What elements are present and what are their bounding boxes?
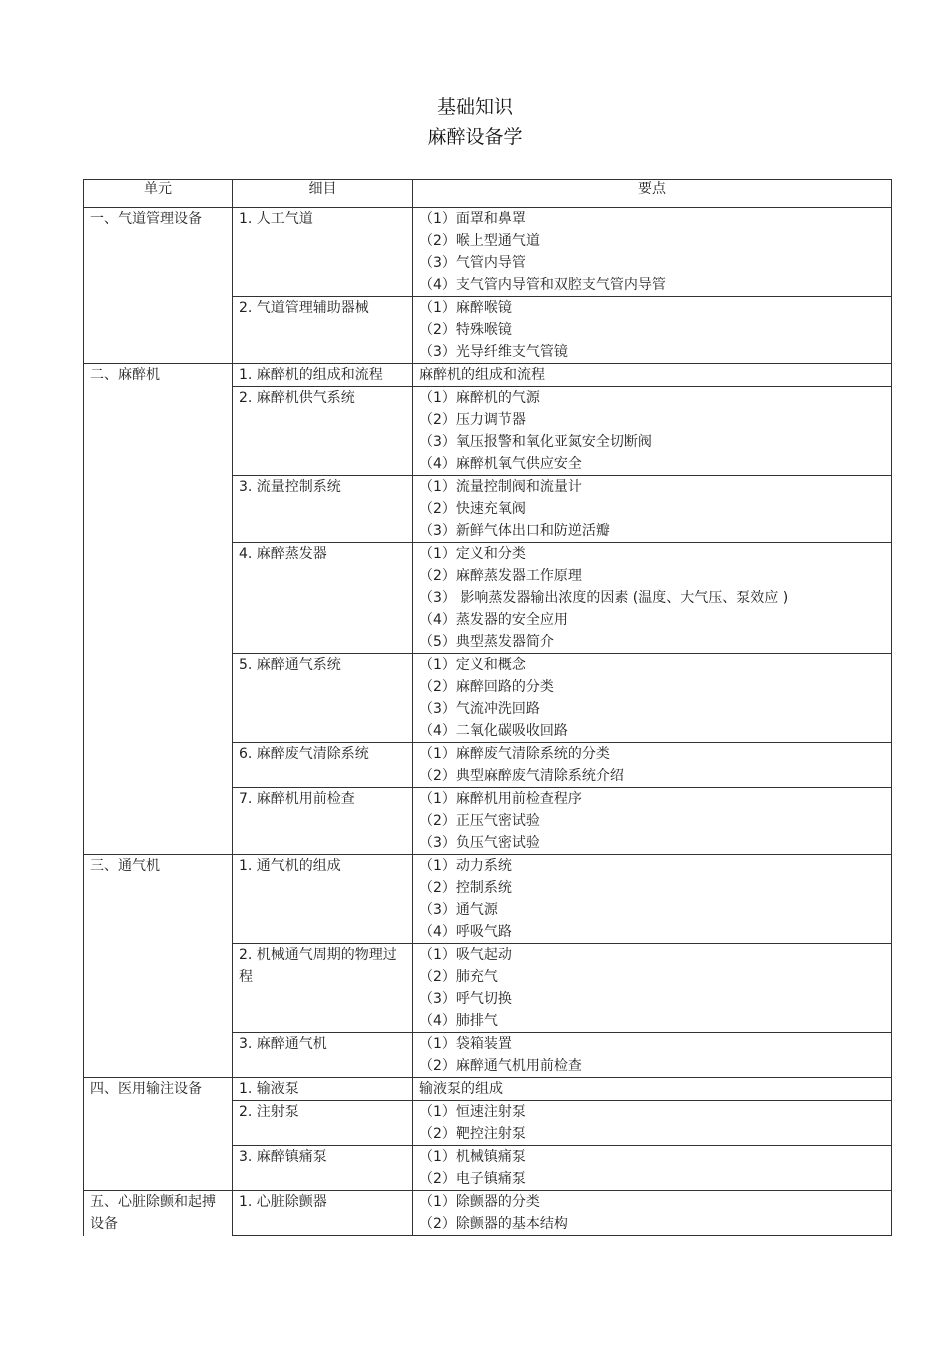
point-item: （3）呼气切换 [419,991,512,1007]
point-item: （1）袋箱装置 [419,1036,512,1052]
point-item: （1）麻醉喉镜 [419,300,512,316]
point-item: （3）通气源 [419,902,498,918]
point-item: （4）肺排气 [419,1013,498,1029]
point-item: （2）靶控注射泵 [419,1126,526,1142]
point-item: （1）机械镇痛泵 [419,1149,526,1165]
points-cell [413,1146,892,1191]
point-item: （2）麻醉回路的分类 [419,679,554,695]
detail-cell: 2. 气道管理辅助器械 [233,297,413,364]
points-cell [413,297,892,364]
point-item: （2）控制系统 [419,880,512,896]
points-cell [413,743,892,788]
point-item: （2）电子镇痛泵 [419,1171,526,1187]
point-item: （1）麻醉机的气源 [419,390,540,406]
syllabus-table [83,179,892,1236]
point-item: （3）负压气密试验 [419,835,540,851]
point-item: （2）特殊喉镜 [419,322,512,338]
syllabus-body [84,208,892,1236]
detail-cell: 6. 麻醉废气清除系统 [233,743,413,788]
detail-cell: 5. 麻醉通气系统 [233,654,413,743]
point-item: （5）典型蒸发器简介 [419,634,554,650]
point-item: （4）呼吸气路 [419,924,512,940]
point-item: （4）蒸发器的安全应用 [419,612,568,628]
point-item: （2）麻醉通气机用前检查 [419,1058,582,1074]
detail-cell: 7. 麻醉机用前检查 [233,788,413,855]
point-item: （1）流量控制阀和流量计 [419,479,582,495]
point-item: （4）二氧化碳吸收回路 [419,723,568,739]
detail-cell: 1. 心脏除颤器 [233,1191,413,1236]
detail-cell: 1. 人工气道 [233,208,413,297]
detail-cell: 2. 机械通气周期的物理过程 [233,944,413,1033]
point-item: （1）定义和概念 [419,657,526,673]
table-row [84,208,892,297]
detail-cell: 3. 流量控制系统 [233,476,413,543]
detail-cell: 3. 麻醉镇痛泵 [233,1146,413,1191]
points-cell [413,543,892,654]
detail-cell: 4. 麻醉蒸发器 [233,543,413,654]
point-item: 麻醉机的组成和流程 [419,367,545,383]
points-cell [413,1101,892,1146]
points-cell [413,855,892,944]
points-cell [413,1033,892,1078]
unit-cell: 五、心脏除颤和起搏设备 [84,1191,233,1236]
point-item: （2）快速充氧阀 [419,501,526,517]
point-item: （2）正压气密试验 [419,813,540,829]
point-item: （1）恒速注射泵 [419,1104,526,1120]
point-item: （3）氧压报警和氧化亚氮安全切断阀 [419,434,652,450]
detail-cell: 2. 注射泵 [233,1101,413,1146]
point-item: （1）动力系统 [419,858,512,874]
points-cell [413,1191,892,1236]
point-item: （2）麻醉蒸发器工作原理 [419,568,582,584]
point-item: （1）定义和分类 [419,546,526,562]
point-item: （2）喉上型通气道 [419,233,540,249]
points-cell [413,654,892,743]
points-cell [413,1078,892,1101]
header-unit: 单元 [84,180,233,208]
detail-cell: 3. 麻醉通气机 [233,1033,413,1078]
points-cell [413,944,892,1033]
table-row [84,855,892,944]
point-item: （1）麻醉废气清除系统的分类 [419,746,610,762]
detail-cell: 1. 输液泵 [233,1078,413,1101]
points-cell [413,788,892,855]
point-item: （1）吸气起动 [419,947,512,963]
points-cell [413,476,892,543]
detail-cell: 1. 麻醉机的组成和流程 [233,364,413,387]
header-row [84,180,892,208]
table-row [84,364,892,387]
document-title: 基础知识 [436,96,513,118]
point-item: （3）光导纤维支气管镜 [419,344,568,360]
point-item: （1）面罩和鼻罩 [419,211,526,227]
points-cell [413,387,892,476]
point-item: （4）支气管内导管和双腔支气管内导管 [419,277,666,293]
point-item: （3）新鲜气体出口和防逆活瓣 [419,523,610,539]
point-item: （1）除颤器的分类 [419,1194,540,1210]
point-item: （2）肺充气 [419,969,498,985]
point-item: （2）除颤器的基本结构 [419,1216,568,1232]
unit-cell: 四、医用输注设备 [84,1078,233,1191]
point-item: （1）麻醉机用前检查程序 [419,791,582,807]
unit-cell: 一、气道管理设备 [84,208,233,364]
point-item: （2）典型麻醉废气清除系统介绍 [419,768,624,784]
point-item: （2）压力调节器 [419,412,526,428]
header-points: 要点 [413,180,892,208]
unit-cell: 二、麻醉机 [84,364,233,855]
point-item: 输液泵的组成 [419,1081,503,1097]
point-item: （3） 影响蒸发器输出浓度的因素 (温度、大气压、泵效应 ) [419,590,789,606]
detail-cell: 1. 通气机的组成 [233,855,413,944]
point-item: （3）气流冲洗回路 [419,701,540,717]
point-item: （3）气管内导管 [419,255,526,271]
header-detail: 细目 [233,180,413,208]
points-cell [413,364,892,387]
table-row [84,1078,892,1101]
unit-cell: 三、通气机 [84,855,233,1078]
detail-cell: 2. 麻醉机供气系统 [233,387,413,476]
document-subtitle: 麻醉设备学 [427,126,523,148]
points-cell [413,208,892,297]
table-row [84,1191,892,1236]
point-item: （4）麻醉机氧气供应安全 [419,456,582,472]
